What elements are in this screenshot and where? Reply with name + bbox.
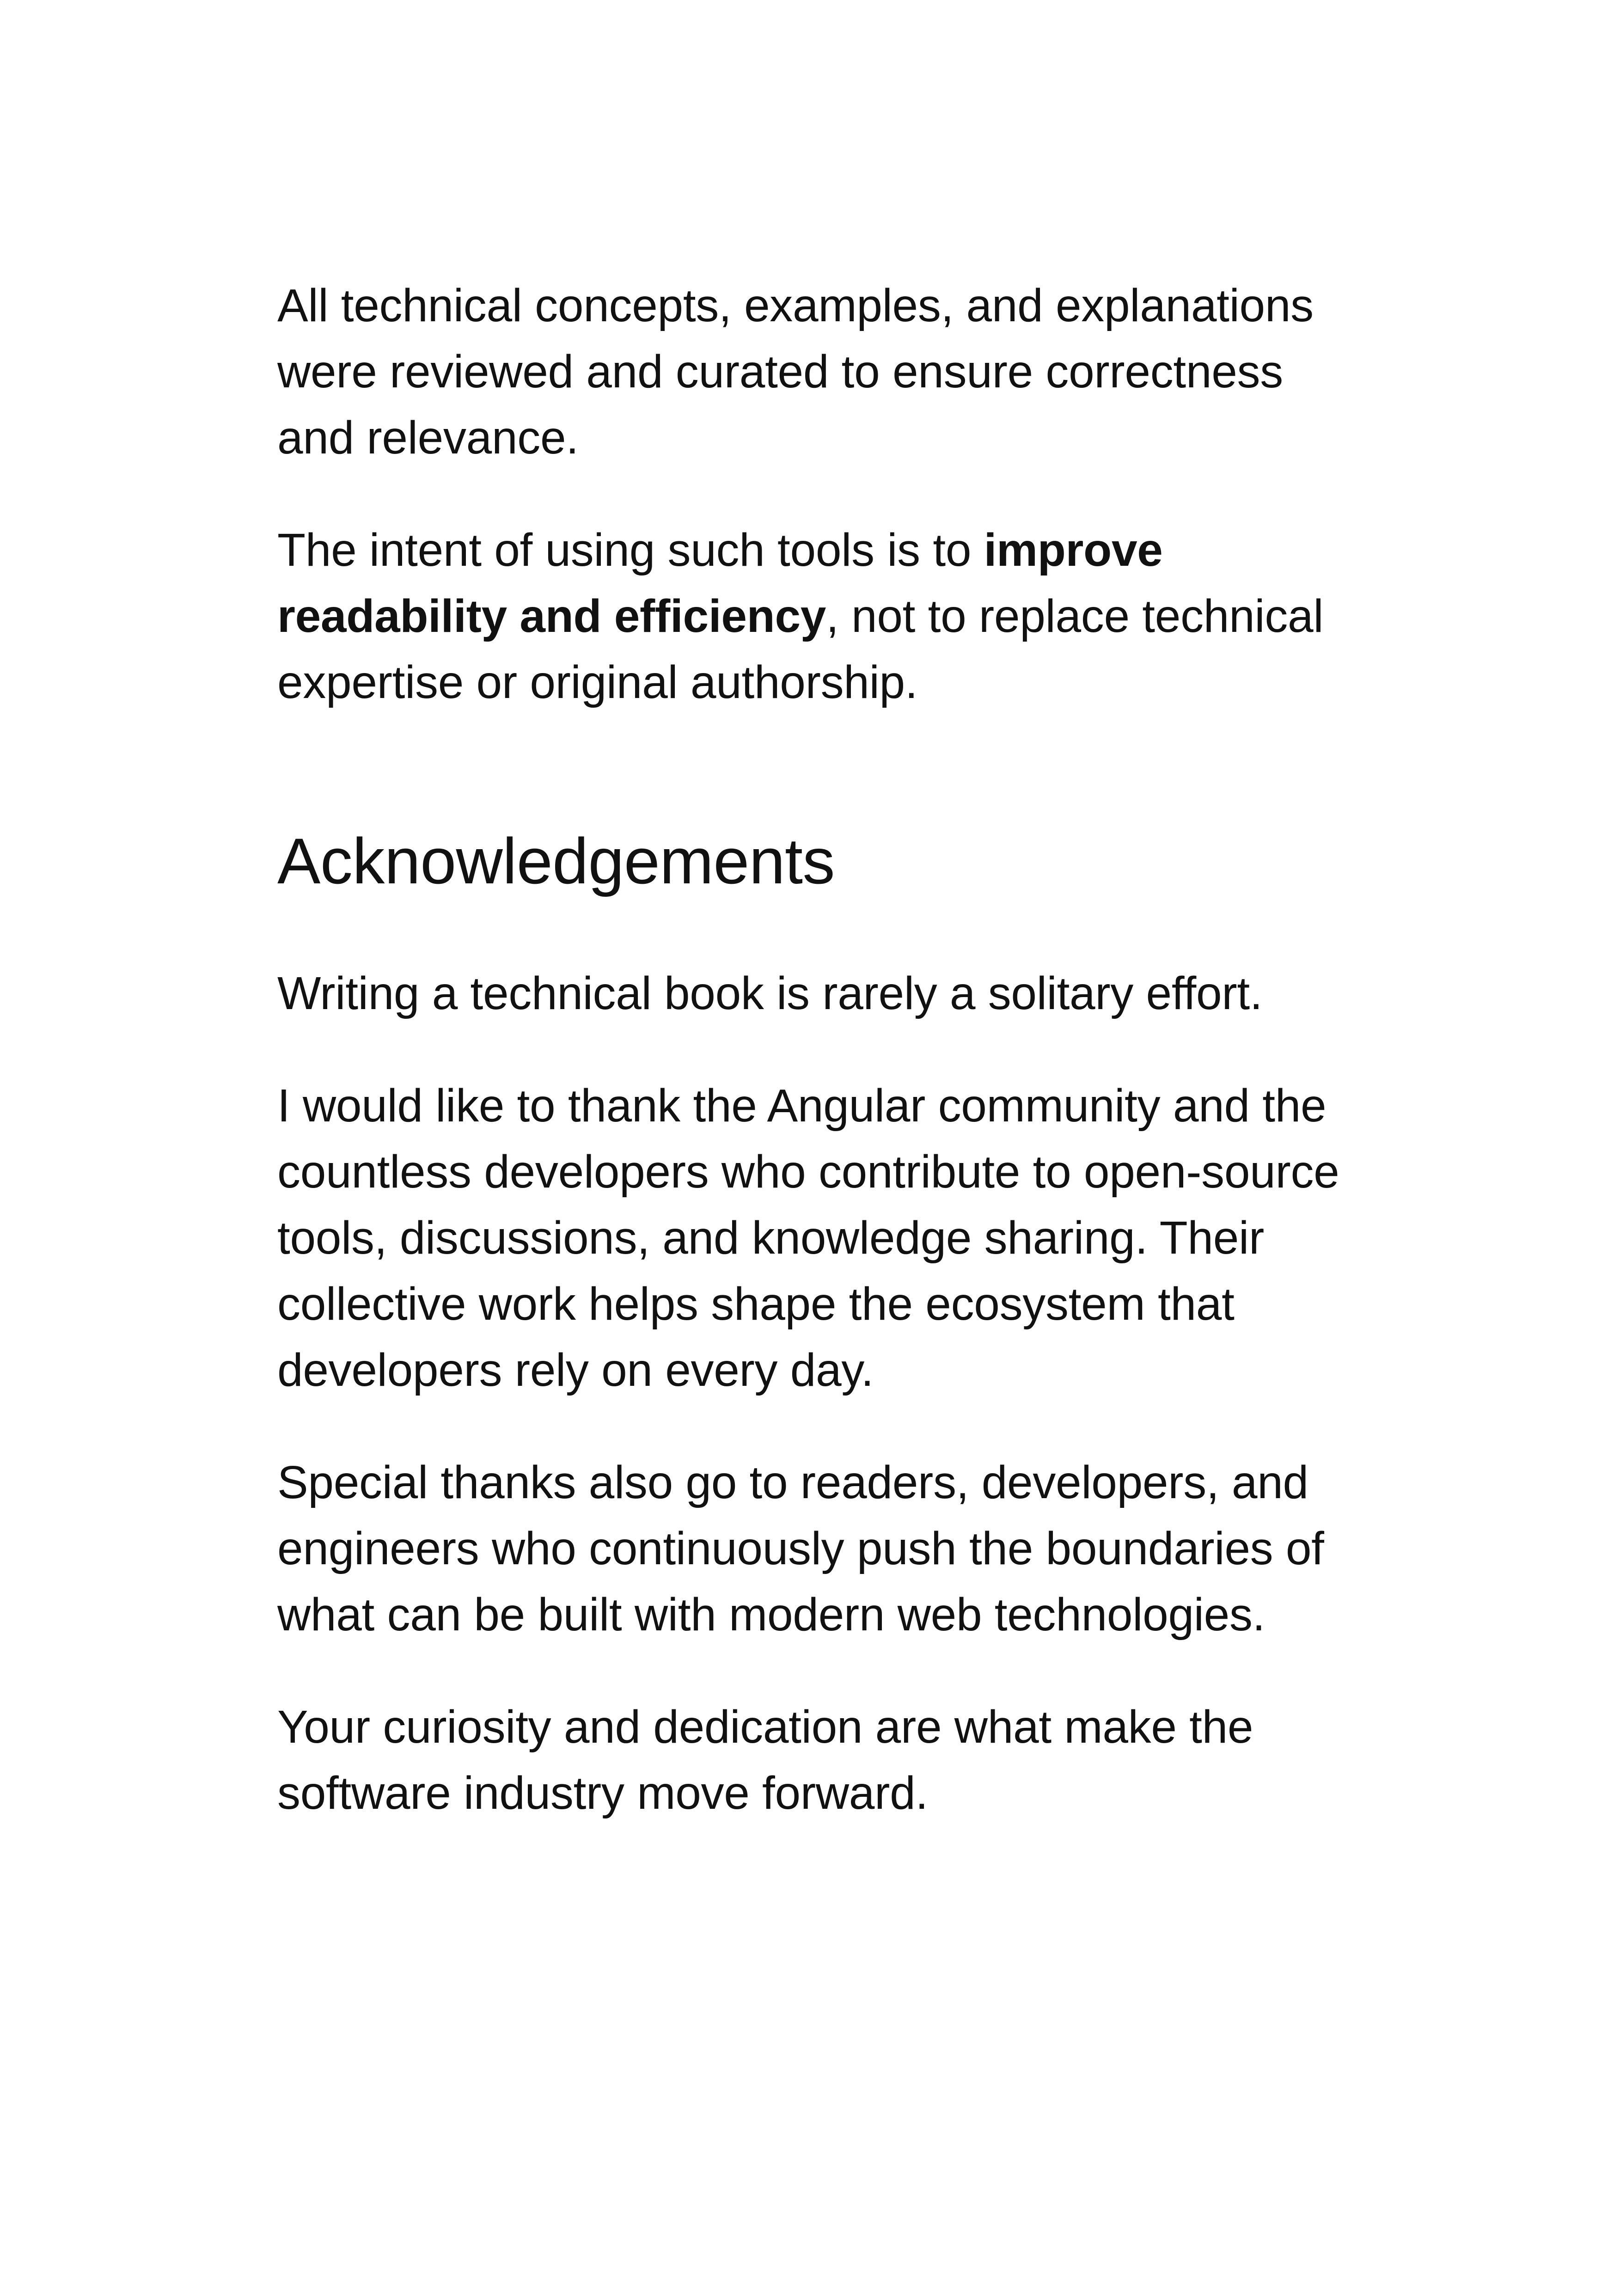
paragraph-intent [277, 517, 1368, 716]
paragraph-community: I would like to thank the Angular community and the countless developers who contribute to open-source tools, discussions, and knowledge sharing. Their collective work helps shape the ecosystem that developers rely on every day. [277, 1080, 1339, 1396]
paragraph-curiosity: Your curiosity and dedication are what make the software industry move forward. [277, 1701, 1253, 1819]
intent-text-bold: improve readability and efficiency [277, 524, 1163, 642]
intent-text-start: The intent of using such tools is to [277, 524, 984, 576]
intent-text-end: , not to replace technical expertise or original authorship. [277, 590, 1324, 708]
document-page [277, 273, 1368, 1873]
paragraph-solitary: Writing a technical book is rarely a solitary effort. [277, 967, 1263, 1019]
paragraph-review: All technical concepts, examples, and explanations were reviewed and curated to ensure correctness and relevance. [277, 280, 1314, 464]
paragraph-thanks: Special thanks also go to readers, developers, and engineers who continuously push the boundaries of what can be built with modern web technologies. [277, 1457, 1324, 1641]
section-heading: Acknowledgements [277, 825, 835, 897]
